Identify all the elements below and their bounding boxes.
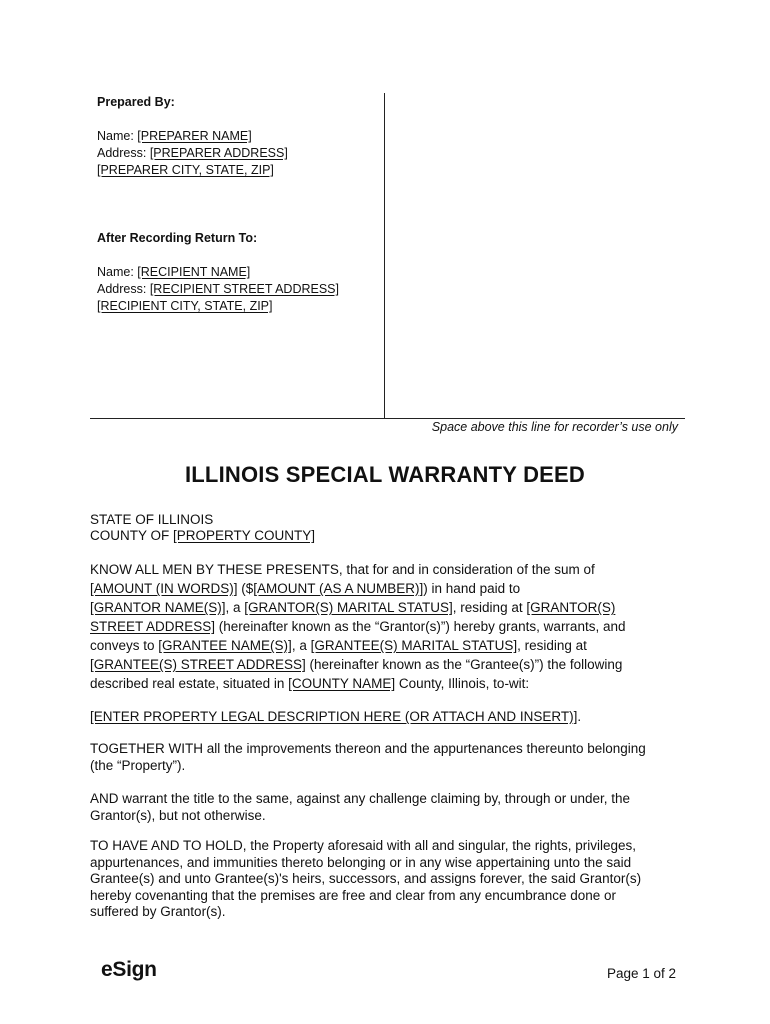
habendum-line-2: appurtenances, and immunities thereto belonging or in any wise appertaining unto the said [90,854,632,870]
conveyance-line-5 [90,636,675,655]
legal-description-period: . [577,709,582,724]
grantor-address-field-part1: [GRANTOR(S) [526,600,616,615]
warrant-line-1: AND warrant the title to the same, against any challenge claiming by, through or under, the [90,791,631,806]
preparer-address-field: [PREPARER ADDRESS] [149,146,288,160]
habendum-line-5: suffered by Grantor(s). [90,904,226,920]
recipient-address-field: [RECIPIENT STREET ADDRESS] [149,282,339,296]
county-label: COUNTY OF [90,528,174,543]
county-line [90,528,675,544]
recipient-name-label: Name: [97,265,138,279]
conveyance-text: (hereinafter known as the “Grantee(s)”) the following [305,657,623,672]
grantor-address-field-part2: STREET ADDRESS] [90,619,216,634]
grantor-name-field: [GRANTOR NAME(S)] [90,600,226,615]
habendum-paragraph [90,838,675,921]
recorder-note: Space above this line for recorder’s use only [431,420,678,434]
warrant-paragraph [90,790,675,824]
grantee-name-field: [GRANTEE NAME(S)] [158,638,292,653]
preparer-name-line [97,128,382,145]
together-line-2: (the “Property”). [90,758,186,773]
conveyance-text: County, Illinois, to-wit: [395,676,530,691]
conveyance-text: , a [291,638,311,653]
legal-description-line [90,707,675,726]
conveyance-text: described real estate, situated in [90,676,289,691]
conveyance-text: (hereinafter known as the “Grantor(s)”) hereby grants, warrants, and [215,619,626,634]
conveyance-text: conveys to [90,638,159,653]
conveyance-text: , residing at [452,600,527,615]
esign-logo: eSign [101,958,157,981]
state-line: STATE OF ILLINOIS [90,512,214,527]
habendum-line-3: Grantee(s) and unto Grantee(s)'s heirs, successors, and assigns forever, the said Grantor(s) [90,871,642,887]
property-county-field: [PROPERTY COUNTY] [173,528,316,543]
conveyance-text: , a [225,600,245,615]
together-paragraph [90,740,675,774]
warrant-line-2: Grantor(s), but not otherwise. [90,808,266,823]
habendum-line-1: TO HAVE AND TO HOLD, the Property aforesaid with all and singular, the rights, privileges, [90,838,636,853]
grantee-status-field: [GRANTEE(S) MARITAL STATUS] [310,638,518,653]
conveyance-text: ($ [237,581,254,596]
conveyance-line-2 [90,579,675,598]
recorder-horizontal-divider [90,418,685,419]
return-to-heading: After Recording Return To: [97,231,258,245]
page-number: Page 1 of 2 [606,966,676,981]
grantor-status-field: [GRANTOR(S) MARITAL STATUS] [244,600,453,615]
county-name-field: [COUNTY NAME] [288,676,396,691]
conveyance-line-6 [90,655,675,674]
recipient-address-line [97,281,382,298]
preparer-name-label: Name: [97,129,138,143]
legal-description-field: [ENTER PROPERTY LEGAL DESCRIPTION HERE (OR ATTACH AND INSERT)] [90,709,578,724]
together-line-1: TOGETHER WITH all the improvements thereon and the appurtenances thereunto belonging [90,741,646,756]
preparer-name-field: [PREPARER NAME] [137,129,252,143]
conveyance-line-4 [90,617,675,636]
amount-words-field: [AMOUNT (IN WORDS)] [90,581,238,596]
preparer-address-line [97,145,382,162]
preparer-city-field: [PREPARER CITY, STATE, ZIP] [97,163,274,177]
deed-title: ILLINOIS SPECIAL WARRANTY DEED [184,462,585,487]
grantee-address-field: [GRANTEE(S) STREET ADDRESS] [90,657,306,672]
habendum-line-4: hereby covenanting that the premises are free and clear from any encumbrance done or [90,887,617,903]
recipient-city-field: [RECIPIENT CITY, STATE, ZIP] [97,299,273,313]
recorder-vertical-divider [384,93,385,419]
preparer-address-label: Address: [97,146,150,160]
recipient-address-label: Address: [97,282,150,296]
conveyance-paragraph [90,560,675,693]
conveyance-line-3 [90,598,675,617]
preparer-block [97,94,382,179]
conveyance-line-7 [90,674,675,693]
conveyance-line-1: KNOW ALL MEN BY THESE PRESENTS, that for and in consideration of the sum of [90,562,595,577]
venue-block [90,512,675,544]
amount-number-field: [AMOUNT (AS A NUMBER)] [253,581,424,596]
preparer-heading: Prepared By: [97,95,175,109]
conveyance-text: , residing at [517,638,587,653]
return-to-block [97,230,382,315]
recipient-name-line [97,264,382,281]
conveyance-text: ) in hand paid to [423,581,521,596]
recipient-name-field: [RECIPIENT NAME] [137,265,251,279]
